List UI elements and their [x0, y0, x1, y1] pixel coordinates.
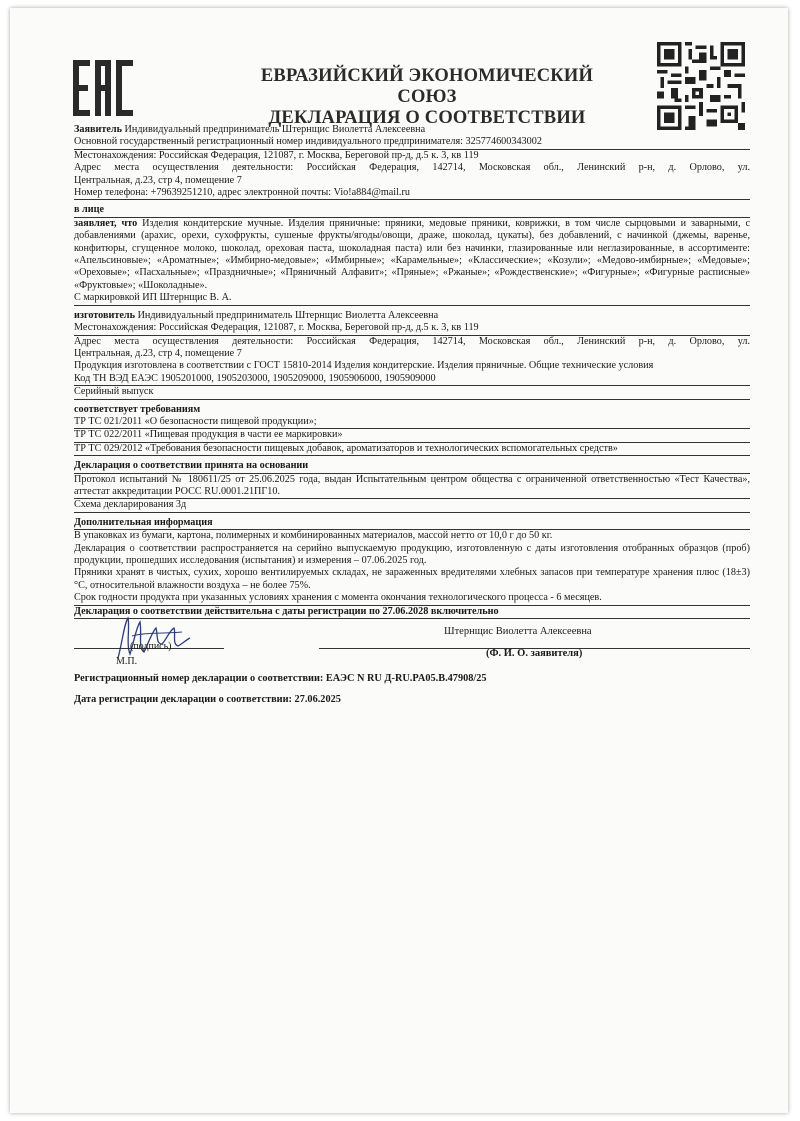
applicant-location: Местонахождения: Российская Федерация, 121087, г. Москва, Береговой пр-д, д.5 к. 3, кв 119 [74, 149, 479, 161]
manufacturer-standard: Продукция изготовлена в соответствии с ГОСТ 15810-2014 Изделия кондитерские. Изделия пряничные. Общие технические условия [74, 360, 654, 372]
applicant-line [74, 124, 750, 136]
statement-block [74, 218, 750, 292]
in-person-label: в лице [74, 204, 750, 217]
declaration-body [74, 124, 750, 619]
additional-applies: Декларация о соответствии распространяется на серийно выпускаемую продукцию, изготовленную с даты изготовления отобранных образцов (проб) продукции, прошедших исследования (испытания) и измерения – 07.06.2025 год. [74, 542, 750, 566]
title-line-1: ЕВРАЗИЙСКИЙ ЭКОНОМИЧЕСКИЙ СОЮЗ [260, 66, 594, 107]
manufacturer-serial: Серийный выпуск [74, 386, 750, 399]
applicant-name: Индивидуальный предприниматель Штернщис Виолетта Алексеевна [121, 124, 426, 135]
statement-marking: С маркировкой ИП Штернщис В. А. [74, 292, 750, 305]
applicant-reg-number: Основной государственный регистрационный номер индивидуального предпринимателя: 325774600343002 [74, 136, 750, 149]
additional-storage: Пряники хранят в чистых, сухих, хорошо вентилируемых складах, не зараженных вредителями хлебных запасов при температуре хранения плюс (18±3) °С, относительной влажности воздуха – не более 75%. [74, 567, 750, 591]
statement-label: заявляет, что [74, 217, 138, 229]
document-title [232, 66, 622, 129]
statement-text: Изделия кондитерские мучные. Изделия пряничные: пряники, медовые пряники, коврижки, в том числе сырцовыми и заварными, с добавлениями (арахис, орехи, сухофрукты, сушеные фрукты/ягоды/овощи, драже, шоколад, цукаты), без добавлений, с начинкой (джемы, варенье, конфитюры, сгущенное молоко, шоколад, ореховая паста, шоколадная паста) или без начинки, глазированные или неглазированные, в ассортименте: «Апельсиновые»; «Ароматные»; «Имбирно-медовые»; «Имбирные»; «Карамельные»; «Классические»; «Козули»; «Медово-имбирные»; «Медовые»; «Ореховые»; «Пасхальные»; «Праздничные»; «Пряничный Алфавит»; «Пряные»; «Ржаные»; «Рождественские»; «Фигурные»; «Фигурные расписные» «Фруктовые»; «Шоколадные». [74, 217, 751, 291]
basis-protocol: Протокол испытаний № 180611/25 от 25.06.2025 года, выдан Испытательным центром общества с ограниченной ответственностью «Тест Качества», аттестат аккредитации РОСС RU.0001.21ПГ10. [74, 474, 750, 500]
manufacturer-line [74, 310, 750, 322]
manufacturer-tn-ved: Код ТН ВЭД ЕАЭС 1905201000, 1905203000, 1905209000, 1905906000, 1905909000 [74, 373, 750, 386]
registration-date: Дата регистрации декларации о соответствии: 27.06.2025 [74, 694, 341, 705]
title-line-2: ДЕКЛАРАЦИЯ О СООТВЕТСТВИИ [268, 108, 586, 128]
qr-code-icon [657, 42, 745, 130]
registration-number: Регистрационный номер декларации о соответствии: ЕАЭС N RU Д-RU.PA05.B.47908/25 [74, 673, 487, 684]
basis-scheme: Схема декларирования 3д [74, 499, 750, 512]
requirements-label: соответствует требованиям [74, 403, 201, 415]
applicant-label: Заявитель [74, 124, 122, 135]
stamp-place-caption: М.П. [116, 656, 138, 667]
manufacturer-label: изготовитель [74, 309, 136, 321]
applicant-address-line2: Центральная, д.23, стр 4, помещение 7 [74, 174, 242, 186]
additional-label: Дополнительная информация [74, 517, 750, 530]
validity-statement: Декларация о соответствии действительна с даты регистрации по 27.06.2028 включительно [74, 606, 750, 619]
manufacturer-location: Местонахождения: Российская Федерация, 121087, г. Москва, Береговой пр-д, д.5 к. 3, кв 119 [74, 322, 750, 335]
manufacturer-address-line2: Центральная, д.23, стр 4, помещение 7 [74, 347, 242, 359]
signature-caption: (подпись) [130, 641, 172, 652]
requirement-item: ТР ТС 021/2011 «О безопасности пищевой продукции»; [74, 416, 750, 429]
manufacturer-name: Индивидуальный предприниматель Штернщис Виолетта Алексеевна [135, 309, 439, 321]
eac-mark-icon [73, 60, 133, 116]
applicant-address-line1: Адрес места осуществления деятельности: Российская Федерация, 142714, Московская обл., Ленинский р-н, д. Орлово, ул. [74, 162, 750, 174]
manufacturer-address-line1: Адрес места осуществления деятельности: Российская Федерация, 142714, Московская обл., Ленинский р-н, д. Орлово, ул. [74, 335, 750, 347]
fio-caption: (Ф. И. О. заявителя) [486, 648, 583, 659]
requirement-item: ТР ТС 022/2011 «Пищевая продукция в части ее маркировки» [74, 429, 750, 442]
requirement-item: ТР ТС 029/2012 «Требования безопасности пищевых добавок, ароматизаторов и технологических вспомогательных средств» [74, 443, 750, 456]
additional-packaging: В упаковках из бумаги, картона, полимерных и комбинированных материалов, массой нетто от 10,0 г до 50 кг. [74, 530, 553, 542]
basis-label: Декларация о соответствии принята на основании [74, 460, 750, 473]
applicant-full-name: Штернщис Виолетта Алексеевна [444, 626, 592, 637]
additional-shelf-life: Срок годности продукта при указанных условиях хранения с момента окончания технологического процесса - 6 месяцев. [74, 592, 750, 605]
applicant-contacts: Номер телефона: +79639251210, адрес электронной почты: Vio!a884@mail.ru [74, 187, 750, 200]
